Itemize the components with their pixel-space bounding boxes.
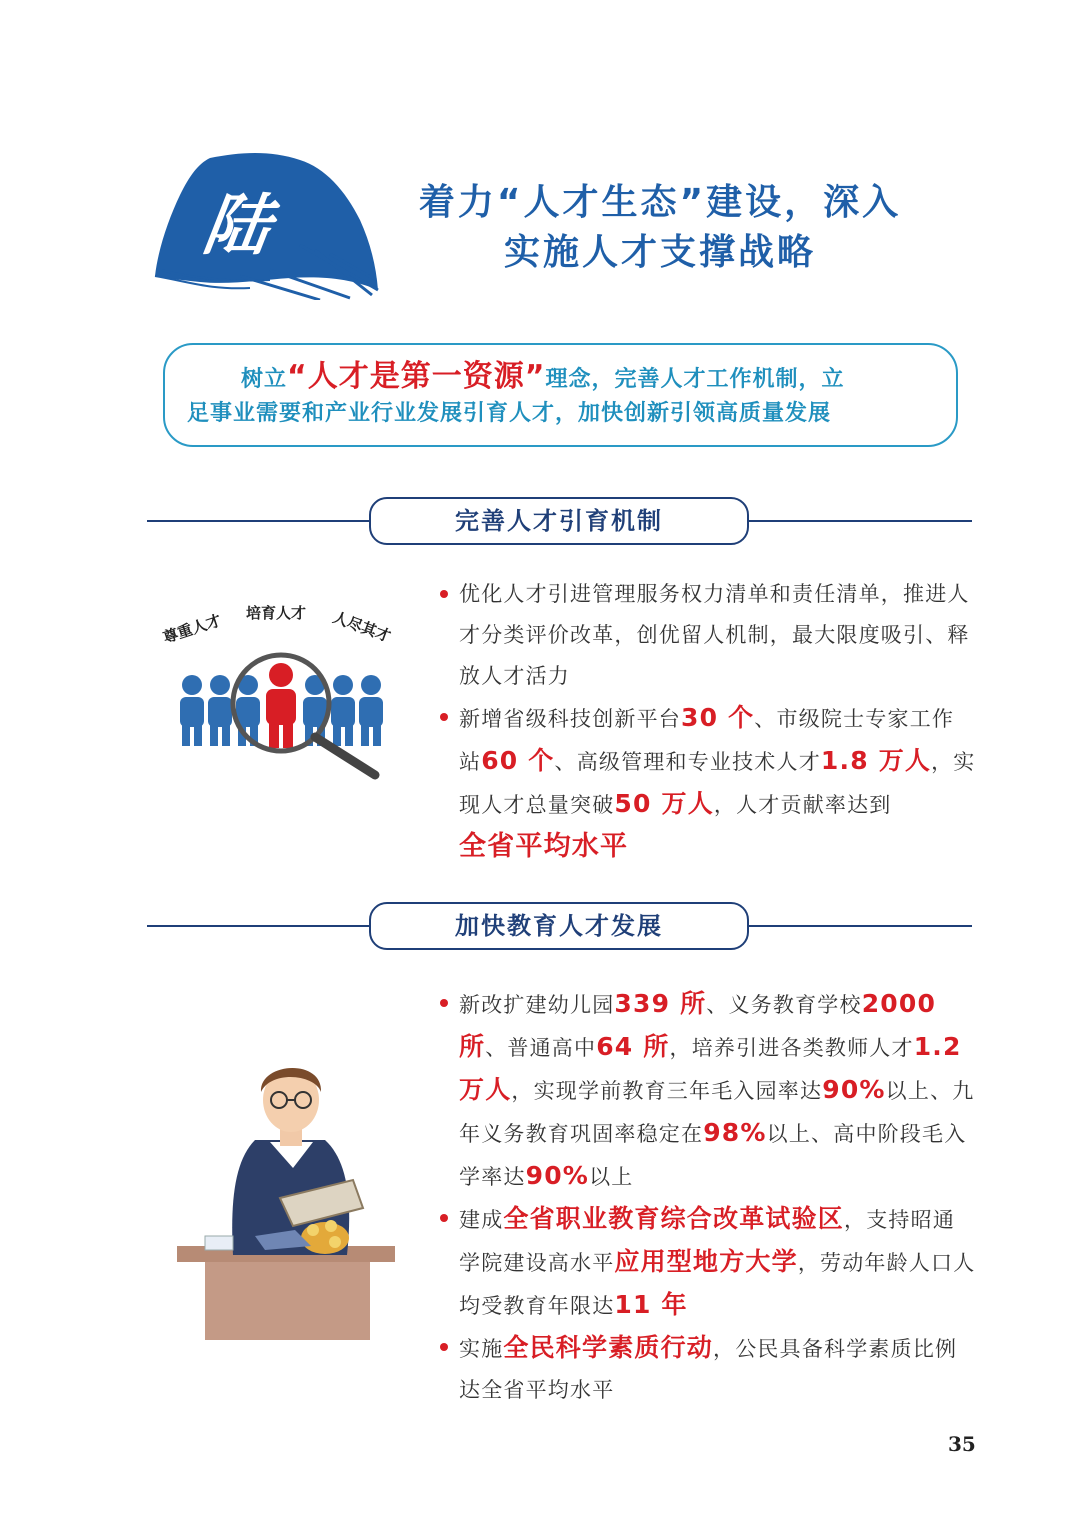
- highlight-value: 全省职业教育综合改革试验区: [503, 1204, 845, 1233]
- teacher-illustration: [175, 1050, 400, 1340]
- highlight-value: 339 所: [614, 989, 707, 1018]
- section-title-talent-mechanism: 完善人才引育机制: [369, 497, 749, 545]
- list-item: [459, 1327, 976, 1411]
- highlight-value: 64 所: [596, 1032, 670, 1061]
- highlight-value: 90%: [525, 1161, 590, 1190]
- section-divider-left: [147, 520, 373, 522]
- bullet-text: 、义务教育学校: [706, 993, 862, 1017]
- bullet-text: ，实现人才总量突破: [459, 750, 976, 817]
- bullet-text: 、普通高中: [485, 1036, 597, 1060]
- person-icon: [208, 675, 232, 746]
- bullet-text: ，实现学前教育三年毛入园率达: [511, 1079, 823, 1103]
- bullet-text: 、高级管理和专业技术人才: [554, 750, 821, 774]
- bullet-text: 以上、高中阶段毛入学率达: [459, 1122, 967, 1189]
- intro-line-2: 足事业需要和产业行业发展引育人才，加快创新引领高质量发展: [187, 401, 832, 426]
- intro-highlight: “人才是第一资源”: [287, 359, 546, 394]
- highlight-value: 90%: [822, 1075, 886, 1104]
- section-title-education-talent: 加快教育人才发展: [369, 902, 749, 950]
- bullet-text: 建成: [459, 1208, 504, 1232]
- title-line-1: 着力“人才生态”建设，深入: [418, 182, 902, 223]
- highlight-value: 全省平均水平: [459, 831, 629, 862]
- person-icon: [359, 675, 383, 746]
- bullet-text: ，培养引进各类教师人才: [669, 1036, 914, 1060]
- bullet-text: 优化人才引进管理服务权力清单和责任清单，推进人才分类评价改革，创优留人机制，最大限度吸引、释放人才活力: [459, 582, 970, 688]
- bullet-text: 、市级院士专家工作站: [459, 707, 955, 774]
- bullet-text: ，支持昭通学院建设高水平: [459, 1208, 956, 1275]
- highlight-value: 98%: [703, 1118, 767, 1147]
- bullet-text: ，人才贡献率达到: [713, 793, 892, 817]
- label-make-best-use: 人尽其才: [330, 608, 394, 646]
- list-item: [459, 574, 976, 697]
- page-number: 35: [948, 1432, 976, 1456]
- title-line-2: 实施人才支撑战略: [503, 232, 816, 273]
- page-title: [380, 178, 940, 278]
- list-item: [459, 983, 976, 1198]
- intro-line-1: [187, 360, 936, 397]
- section-divider-left: [147, 925, 373, 927]
- highlighted-person-icon: [266, 663, 296, 748]
- bullet-text: 新增省级科技创新平台: [459, 707, 681, 731]
- highlight-value: 1.2 万人: [459, 1032, 962, 1104]
- highlight-value: 60 个: [481, 746, 555, 775]
- bullet-text: 新改扩建幼儿园: [459, 993, 615, 1017]
- highlight-value: 1.8 万人: [820, 746, 932, 775]
- section-divider-right: [746, 520, 972, 522]
- highlight-value: 11 年: [614, 1290, 688, 1319]
- bullet-text: 以上、九年义务教育巩固率稳定在: [459, 1079, 975, 1146]
- bullet-text: 以上: [589, 1165, 634, 1189]
- person-icon: [331, 675, 355, 746]
- section-divider-right: [746, 925, 972, 927]
- bullet-text: ，公民具备科学素质比例达全省平均水平: [459, 1337, 958, 1402]
- list-item: [459, 1198, 976, 1327]
- highlight-value: 2000 所: [459, 989, 937, 1061]
- bullet-text: 实施: [459, 1337, 504, 1361]
- intro-box: [163, 343, 958, 447]
- highlight-value: 30 个: [681, 703, 755, 732]
- label-cultivate-talent: 培育人才: [246, 604, 307, 622]
- highlight-value: 全民科学素质行动: [503, 1333, 714, 1362]
- list-item: [459, 697, 976, 869]
- person-icon: [180, 675, 204, 746]
- education-talent-list: [459, 983, 976, 1411]
- highlight-value: 应用型地方大学: [614, 1247, 798, 1276]
- chapter-character: 陆: [198, 186, 276, 264]
- label-respect-talent: 尊重人才: [160, 611, 224, 647]
- highlight-value: 50 万人: [614, 789, 714, 818]
- bullet-text: ，劳动年龄人口人均受教育年限达: [459, 1251, 976, 1318]
- intro-text: 理念，完善人才工作机制，立: [545, 367, 845, 392]
- intro-text: 树立: [241, 367, 288, 392]
- talent-mechanism-list: [459, 574, 976, 869]
